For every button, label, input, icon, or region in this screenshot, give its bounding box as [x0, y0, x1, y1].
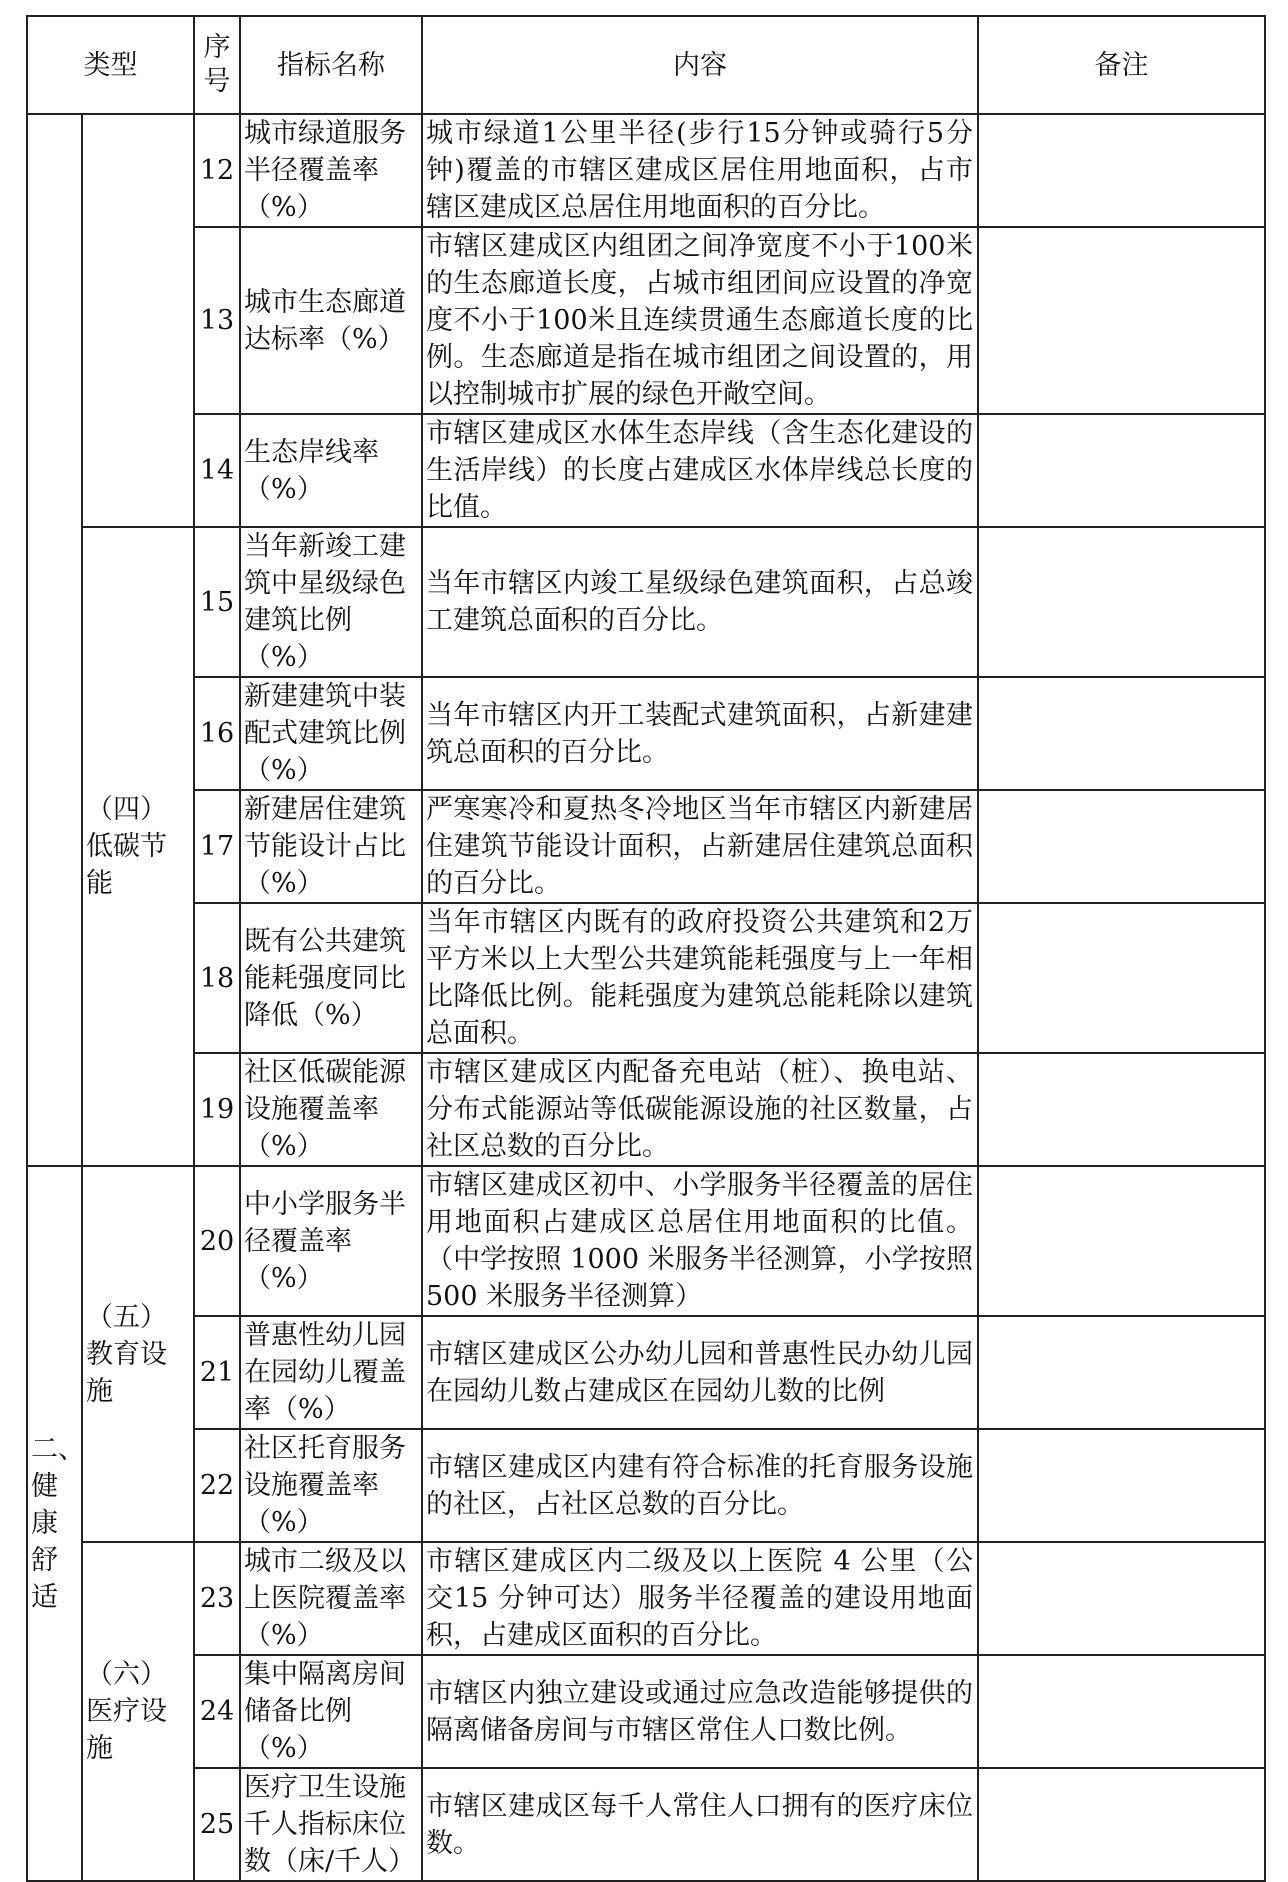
indicator-name: 医疗卫生设施千人指标床位数（床/千人） — [240, 1768, 422, 1881]
indicator-name: 当年新竣工建筑中星级绿色建筑比例（%） — [240, 527, 422, 677]
indicator-content: 市辖区建成区内二级及以上医院 4 公里（公交15 分钟可达）服务半径覆盖的建设用地面积，占建成区面积的百分比。 — [422, 1542, 978, 1655]
indicator-content: 严寒寒冷和夏热冬冷地区当年市辖区内新建居住建筑节能设计面积，占新建居住建筑总面积的百分比。 — [422, 790, 978, 903]
indicator-name: 既有公共建筑能耗强度同比降低（%） — [240, 903, 422, 1053]
indicator-note — [978, 1429, 1265, 1542]
category-cell-empty — [27, 114, 82, 1166]
indicator-note — [978, 1166, 1265, 1316]
header-seq: 序号 — [194, 16, 240, 114]
indicator-note — [978, 114, 1265, 227]
indicator-note — [978, 227, 1265, 414]
indicator-content: 城市绿道1公里半径(步行15分钟或骑行5分钟)覆盖的市辖区建成区居住用地面积，占市辖区建成区总居住用地面积的百分比。 — [422, 114, 978, 227]
subcategory-cell-empty — [82, 114, 194, 527]
subcategory-education: （五）教育设施 — [82, 1166, 194, 1542]
indicator-content: 市辖区建成区内组团之间净宽度不小于100米的生态廊道长度，占城市组团间应设置的净宽度不小于100米且连续贯通生态廊道长度的比例。生态廊道是指在城市组团之间设置的，用以控制城市扩展的绿色开敞空间。 — [422, 227, 978, 414]
row-number: 16 — [194, 677, 240, 790]
table-row — [27, 227, 1265, 414]
indicator-note — [978, 527, 1265, 677]
subcategory-low-carbon: （四）低碳节能 — [82, 527, 194, 1166]
row-number: 24 — [194, 1655, 240, 1768]
table-row — [27, 903, 1265, 1053]
indicator-content: 当年市辖区内竣工星级绿色建筑面积，占总竣工建筑总面积的百分比。 — [422, 527, 978, 677]
row-number: 17 — [194, 790, 240, 903]
table-row — [27, 1655, 1265, 1768]
indicator-note — [978, 1316, 1265, 1429]
indicator-content: 市辖区建成区内建有符合标准的托育服务设施的社区，占社区总数的百分比。 — [422, 1429, 978, 1542]
indicator-name: 集中隔离房间储备比例（%） — [240, 1655, 422, 1768]
indicator-table — [26, 15, 1266, 1882]
table-row — [27, 1316, 1265, 1429]
indicator-content: 市辖区建成区公办幼儿园和普惠性民办幼儿园在园幼儿数占建成区在园幼儿数的比例 — [422, 1316, 978, 1429]
indicator-note — [978, 1768, 1265, 1881]
indicator-content: 当年市辖区内既有的政府投资公共建筑和2万平方米以上大型公共建筑能耗强度与上一年相比降低比例。能耗强度为建筑总能耗除以建筑总面积。 — [422, 903, 978, 1053]
indicator-note — [978, 1053, 1265, 1166]
table-row — [27, 1053, 1265, 1166]
row-number: 19 — [194, 1053, 240, 1166]
indicator-name: 生态岸线率（%） — [240, 414, 422, 527]
row-number: 18 — [194, 903, 240, 1053]
row-number: 21 — [194, 1316, 240, 1429]
indicator-content: 当年市辖区内开工装配式建筑面积，占新建建筑总面积的百分比。 — [422, 677, 978, 790]
indicator-content: 市辖区内独立建设或通过应急改造能够提供的隔离储备房间与市辖区常住人口数比例。 — [422, 1655, 978, 1768]
indicator-name: 新建建筑中装配式建筑比例（%） — [240, 677, 422, 790]
table-row — [27, 527, 1265, 677]
indicator-note — [978, 790, 1265, 903]
table-row — [27, 1542, 1265, 1655]
indicator-name: 社区托育服务设施覆盖率（%） — [240, 1429, 422, 1542]
indicator-name: 城市绿道服务半径覆盖率（%） — [240, 114, 422, 227]
indicator-note — [978, 414, 1265, 527]
table-row — [27, 414, 1265, 527]
indicator-name: 城市生态廊道达标率（%） — [240, 227, 422, 414]
indicator-content: 市辖区建成区内配备充电站（桩）、换电站、分布式能源站等低碳能源设施的社区数量，占社区总数的百分比。 — [422, 1053, 978, 1166]
row-number: 25 — [194, 1768, 240, 1881]
header-note: 备注 — [978, 16, 1265, 114]
row-number: 22 — [194, 1429, 240, 1542]
indicator-content: 市辖区建成区初中、小学服务半径覆盖的居住用地面积占建成区总居住用地面积的比值。（中学按照 1000 米服务半径测算，小学按照 500 米服务半径测算） — [422, 1166, 978, 1316]
indicator-note — [978, 903, 1265, 1053]
table-row — [27, 114, 1265, 227]
category-health-comfort: 二、健康舒适 — [27, 1166, 82, 1881]
indicator-name: 城市二级及以上医院覆盖率（%） — [240, 1542, 422, 1655]
row-number: 20 — [194, 1166, 240, 1316]
indicator-name: 普惠性幼儿园在园幼儿覆盖率（%） — [240, 1316, 422, 1429]
row-number: 14 — [194, 414, 240, 527]
subcategory-medical: （六）医疗设施 — [82, 1542, 194, 1881]
table-row — [27, 1166, 1265, 1316]
table-row — [27, 1768, 1265, 1881]
row-number: 13 — [194, 227, 240, 414]
header-type: 类型 — [27, 16, 194, 114]
row-number: 12 — [194, 114, 240, 227]
header-row — [27, 16, 1265, 114]
row-number: 23 — [194, 1542, 240, 1655]
indicator-name: 社区低碳能源设施覆盖率（%） — [240, 1053, 422, 1166]
table-row — [27, 790, 1265, 903]
indicator-note — [978, 677, 1265, 790]
indicator-content: 市辖区建成区每千人常住人口拥有的医疗床位数。 — [422, 1768, 978, 1881]
indicator-name: 新建居住建筑节能设计占比（%） — [240, 790, 422, 903]
indicator-note — [978, 1542, 1265, 1655]
indicator-note — [978, 1655, 1265, 1768]
table-row — [27, 677, 1265, 790]
header-name: 指标名称 — [240, 16, 422, 114]
header-content: 内容 — [422, 16, 978, 114]
indicator-name: 中小学服务半径覆盖率（%） — [240, 1166, 422, 1316]
indicator-content: 市辖区建成区水体生态岸线（含生态化建设的生活岸线）的长度占建成区水体岸线总长度的比值。 — [422, 414, 978, 527]
row-number: 15 — [194, 527, 240, 677]
table-row — [27, 1429, 1265, 1542]
